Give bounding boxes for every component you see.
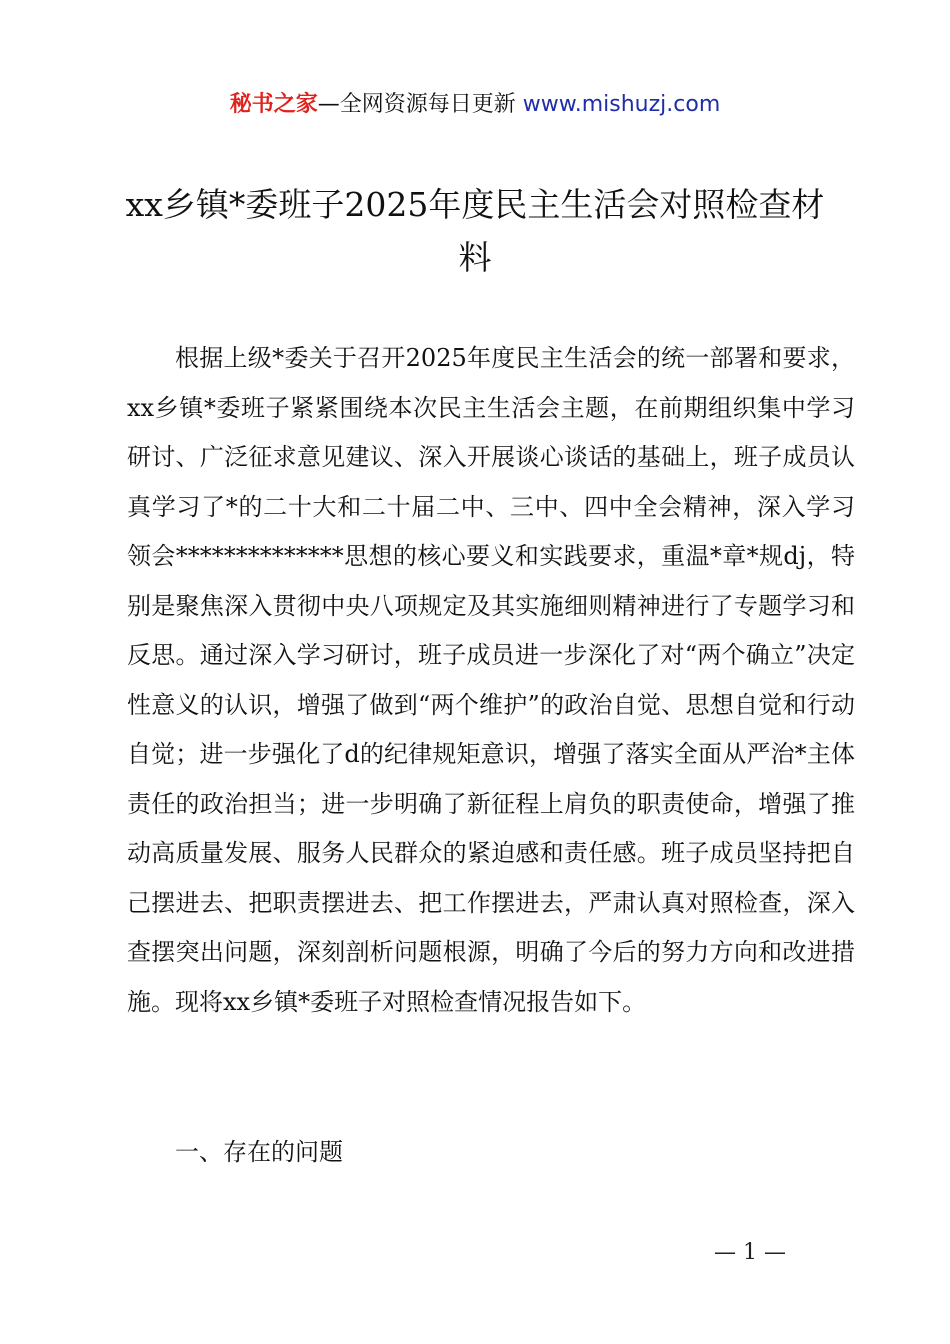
document-title: xx乡镇*委班子2025年度民主生活会对照检查材料 bbox=[125, 185, 825, 277]
header-tagline: —全网资源每日更新 bbox=[317, 92, 516, 117]
site-header bbox=[0, 88, 950, 122]
section-heading-problems: 一、存在的问题 bbox=[175, 1138, 343, 1166]
page-number: — 1 — bbox=[714, 1240, 786, 1265]
intro-paragraph: 根据上级*委关于召开2025年度民主生活会的统一部署和要求，xx乡镇*委班子紧紧围绕本次民主生活会主题，在前期组织集中学习研讨、广泛征求意见建议、深入开展谈心谈话的基础上，班子成员认真学习了*的二十大和二十届二中、三中、四中全会精神，深入学习领会**************思想的核心要义和实践要求，重温*章*规dj，特别是聚焦深入贯彻中央八项规定及其实施细则精神进行了专题学习和反思。通过深入学习研讨，班子成员进一步深化了对“两个确立”决定性意义的认识，增强了做到“两个维护”的政治自觉、思想自觉和行动自觉；进一步强化了d的纪律规矩意识，增强了落实全面从严治*主体责任的政治担当；进一步明确了新征程上肩负的职责使命，增强了推动高质量发展、服务人民群众的紧迫感和责任感。班子成员坚持把自己摆进去、把职责摆进去、把工作摆进去，严肃认真对照检查，深入查摆突出问题，深刻剖析问题根源，明确了今后的努力方向和改进措施。现将xx乡镇*委班子对照检查情况报告如下。 bbox=[127, 344, 855, 1016]
brand-name: 秘书之家 bbox=[229, 92, 318, 117]
site-url-link[interactable]: www.mishuzj.com bbox=[522, 92, 721, 117]
